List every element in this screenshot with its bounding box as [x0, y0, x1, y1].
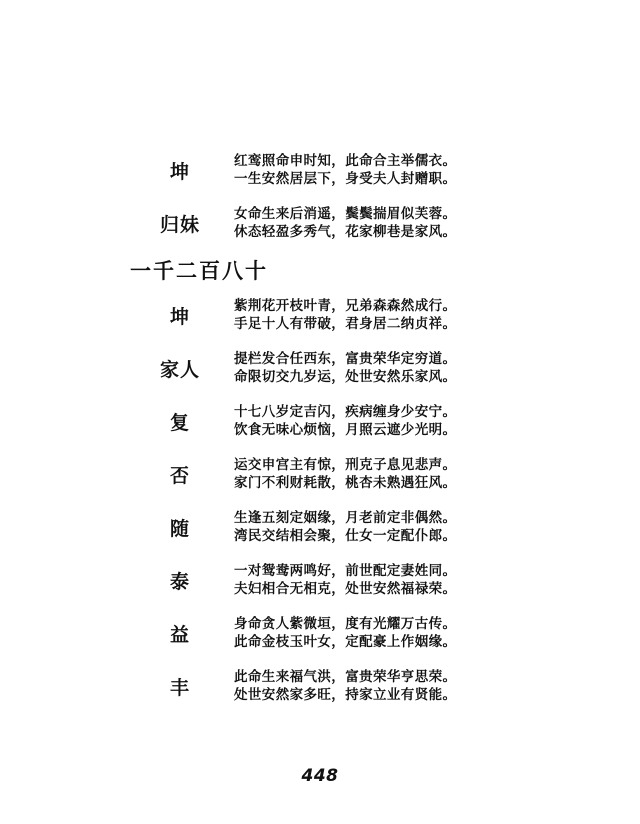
divination-entry — [0, 456, 640, 504]
hexagram-name: 丰 — [169, 677, 190, 699]
verse-line: 提栏发合任西东，富贵荣华定穷道。 — [234, 351, 457, 367]
verse-block — [234, 456, 624, 492]
verse-line: 夫妇相合无相克，处世安然福禄荣。 — [234, 581, 457, 597]
divination-entry — [0, 615, 640, 663]
hexagram-name: 泰 — [169, 571, 190, 593]
section-title: 一千二百八十 — [130, 258, 268, 283]
verse-block — [234, 350, 624, 386]
verse-line: 湾民交结相会聚，仕女一定配仆郎。 — [234, 528, 457, 544]
verse-line: 一生安然居层下，身受夫人封赠职。 — [234, 171, 457, 187]
verse-block — [234, 403, 624, 439]
verse-line: 生逢五刻定姻缘，月老前定非偶然。 — [234, 510, 457, 526]
divination-entry — [0, 403, 640, 451]
hexagram-name: 随 — [169, 518, 190, 540]
verse-block — [234, 509, 624, 545]
divination-entry — [0, 350, 640, 398]
hexagram-name: 益 — [169, 624, 190, 646]
verse-line: 处世安然家多旺，持家立业有贤能。 — [234, 687, 457, 703]
hexagram-name: 复 — [169, 412, 190, 434]
divination-entry — [0, 152, 640, 200]
verse-line: 家门不利财耗散，桃杏未熟遇狂风。 — [234, 475, 457, 491]
verse-line: 红鸾照命申时知，此命合主举儒衣。 — [234, 153, 457, 169]
divination-entry — [0, 562, 640, 610]
verse-line: 十七八岁定吉闪，疾病缠身少安宁。 — [234, 404, 457, 420]
verse-block — [234, 297, 624, 333]
verse-block — [234, 205, 624, 241]
divination-entry — [0, 509, 640, 557]
divination-entry — [0, 668, 640, 716]
hexagram-name: 归妹 — [159, 214, 200, 236]
verse-block — [234, 668, 624, 704]
hexagram-name: 坤 — [169, 306, 190, 328]
verse-line: 紫荆花开枝叶青，兄弟森森然成行。 — [234, 298, 457, 314]
verse-line: 休态轻盈多秀气，花家柳巷是家风。 — [234, 224, 457, 240]
hexagram-name: 否 — [169, 465, 190, 487]
verse-line: 饮食无味心烦恼，月照云遮少光明。 — [234, 422, 457, 438]
hexagram-name: 家人 — [159, 359, 200, 381]
verse-line: 此命生来福气洪，富贵荣华亨思荣。 — [234, 669, 457, 685]
verse-line: 命限切交九岁运，处世安然乐家风。 — [234, 369, 457, 385]
verse-line: 手足十人有带破，君身居二纳贞祥。 — [234, 316, 457, 332]
verse-line: 女命生来后消遥，鬓鬓揣眉似芙蓉。 — [234, 206, 457, 222]
verse-line: 此命金枝玉叶女，定配豪上作姻缘。 — [234, 634, 457, 650]
verse-line: 运交申宫主有惊，刑克子息见悲声。 — [234, 457, 457, 473]
divination-entry — [0, 297, 640, 345]
page-number: 448 — [301, 766, 339, 786]
hexagram-name: 坤 — [169, 161, 190, 183]
verse-line: 一对鸳鸯两鸣好，前世配定妻姓同。 — [234, 563, 457, 579]
verse-block — [234, 615, 624, 651]
divination-entry — [0, 205, 640, 253]
verse-line: 身命贪人紫微垣，度有光耀万古传。 — [234, 616, 457, 632]
verse-block — [234, 562, 624, 598]
verse-block — [234, 152, 624, 188]
